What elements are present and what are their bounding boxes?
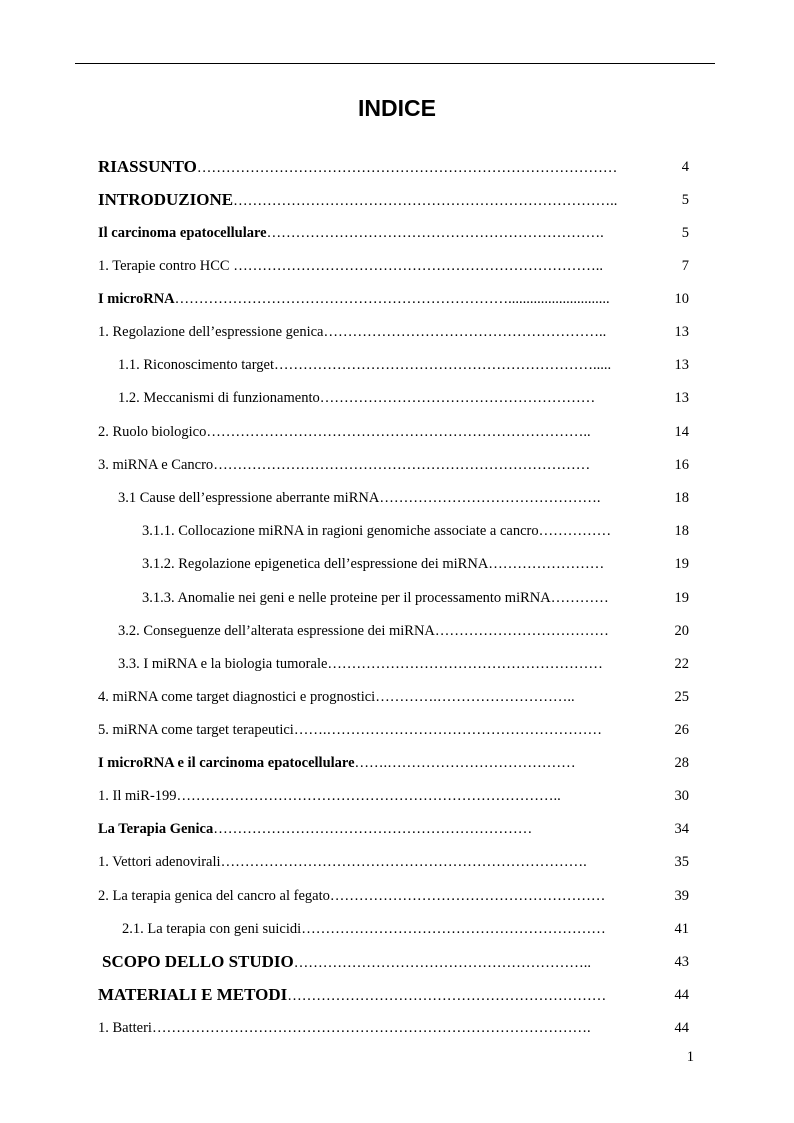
toc-entry-leaders: ………………………………………………… — [329, 888, 606, 904]
toc-entry-text — [118, 652, 660, 676]
toc-entry-label: RIASSUNTO — [98, 157, 197, 176]
toc-entry-text — [98, 685, 660, 709]
toc-entry-text — [98, 254, 660, 278]
toc-entry-page: 20 — [674, 623, 689, 639]
toc-entry — [0, 619, 794, 643]
toc-entry-leaders: …………………………………………………………………. — [220, 854, 587, 870]
toc-entry — [0, 685, 794, 709]
page-number: 1 — [686, 1049, 694, 1065]
toc-entry — [0, 586, 794, 610]
toc-entry — [0, 950, 794, 974]
toc-entry — [0, 652, 794, 676]
toc-entry-label: 3.2. Conseguenze dell’alterata espressione dei miRNA — [118, 623, 435, 639]
toc-entry — [0, 188, 794, 212]
toc-entry-leaders: …………………………………………………………………….. — [206, 424, 591, 440]
toc-entry-text — [142, 586, 660, 610]
toc-entry-label: 3.3. I miRNA e la biologia tumorale — [118, 656, 328, 672]
toc-entry-leaders: ………………………………………………………… — [287, 988, 607, 1004]
toc-entry-text — [98, 420, 660, 444]
toc-entry-page: 44 — [674, 987, 689, 1003]
toc-entry-page: 44 — [674, 1020, 689, 1036]
toc-entry-page: 22 — [674, 656, 689, 672]
toc-entry-text — [102, 950, 660, 975]
toc-entry-leaders: …………………………………………………………………….. — [233, 193, 618, 209]
toc-entry-label: 2. La terapia genica del cancro al fegato — [98, 888, 330, 904]
toc-entry-leaders: …………………………………………………………………… — [213, 457, 591, 473]
toc-entry-leaders: ……………………………………………………… — [301, 921, 606, 937]
toc-entry-text — [98, 221, 660, 245]
toc-entry — [0, 287, 794, 311]
toc-entry-label: 3.1.2. Regolazione epigenetica dell’espressione dei miRNA — [142, 556, 489, 572]
toc-entry-text — [98, 983, 660, 1008]
toc-entry-leaders: ……………………………… — [434, 623, 609, 639]
toc-entry-text — [98, 287, 660, 311]
toc-entry-leaders: ………………………………………………… — [327, 656, 603, 672]
toc-entry-leaders: ………………………………………………………… — [213, 821, 533, 837]
toc-entry-page: 13 — [674, 357, 689, 373]
toc-entry-leaders: …………………………………………………………………….. — [176, 788, 561, 804]
toc-entry-label: 3.1.1. Collocazione miRNA in ragioni genomiche associate a cancro — [142, 523, 539, 539]
toc-entry-label: INTRODUZIONE — [98, 190, 234, 209]
toc-entry-page: 26 — [674, 722, 689, 738]
toc-entry-text — [98, 784, 660, 808]
toc-entry — [0, 320, 794, 344]
toc-entry-text — [118, 619, 660, 643]
toc-entry — [0, 751, 794, 775]
toc-entry-page: 19 — [674, 556, 689, 572]
toc-entry-label: 2.1. La terapia con geni suicidi — [122, 921, 302, 937]
toc-entry-label: I microRNA e il carcinoma epatocellulare — [98, 755, 355, 771]
toc-entry-page: 25 — [674, 689, 689, 705]
toc-entry-label: MATERIALI E METODI — [98, 985, 288, 1004]
toc-entry-label: 1. Batteri — [98, 1020, 152, 1036]
toc-entry-leaders: ……………………………………………………………............................ — [174, 291, 610, 307]
toc-entry — [0, 817, 794, 841]
toc-entry — [0, 784, 794, 808]
toc-entry — [0, 718, 794, 742]
toc-entry-text — [98, 320, 660, 344]
toc-entry-label: La Terapia Genica — [98, 821, 214, 837]
toc-entry-page: 18 — [674, 523, 689, 539]
toc-entry-text — [118, 486, 660, 510]
toc-entry — [0, 519, 794, 543]
toc-entry-label: 3. miRNA e Cancro — [98, 457, 214, 473]
toc-entry-page: 43 — [674, 954, 689, 970]
toc-entry — [0, 353, 794, 377]
toc-entry-label: 1. Terapie contro HCC — [98, 258, 234, 274]
toc-entry-page: 18 — [674, 490, 689, 506]
toc-entry-text — [142, 519, 660, 543]
toc-entry — [0, 850, 794, 874]
toc-entry — [0, 1016, 794, 1040]
toc-entry-page: 19 — [674, 590, 689, 606]
toc-entry-leaders: …………………………………………………………..... — [273, 357, 612, 373]
toc-entry-text — [98, 884, 660, 908]
toc-entry — [0, 420, 794, 444]
toc-entry-text — [98, 188, 660, 213]
toc-entry — [0, 917, 794, 941]
toc-entry-label: I microRNA — [98, 291, 175, 307]
toc-entry — [0, 983, 794, 1007]
toc-entry-leaders: ………… — [550, 590, 609, 606]
toc-entry-leaders: …………………… — [488, 556, 605, 572]
toc-entry-page: 34 — [674, 821, 689, 837]
toc-entry-text — [98, 1016, 660, 1040]
toc-entry-label: 1.1. Riconoscimento target — [118, 357, 274, 373]
toc-entry-leaders: …………… — [538, 523, 612, 539]
toc-entry — [0, 386, 794, 410]
toc-entry-page: 30 — [674, 788, 689, 804]
toc-entry-leaders: ………….……………………….. — [375, 689, 575, 705]
toc-entry-page: 13 — [674, 324, 689, 340]
toc-entry-text — [98, 718, 660, 742]
toc-entry-label: 1. Vettori adenovirali — [98, 854, 221, 870]
top-rule — [75, 63, 715, 64]
toc-entry-page: 5 — [681, 225, 689, 241]
toc-entry-leaders: …….………………………………… — [354, 755, 576, 771]
toc-entry — [0, 254, 794, 278]
toc-entry-page: 10 — [674, 291, 689, 307]
toc-entry-page: 7 — [681, 258, 689, 274]
toc-entry-label: 4. miRNA come target diagnostici e prognostici — [98, 689, 376, 705]
toc-entry-page: 35 — [674, 854, 689, 870]
page-title: INDICE — [358, 95, 436, 121]
toc-entry-page: 13 — [674, 390, 689, 406]
toc-entry-text — [98, 453, 660, 477]
toc-entry-leaders: …….………………………………………………… — [293, 722, 602, 738]
toc-entry — [0, 155, 794, 179]
toc-entry-page: 14 — [674, 424, 689, 440]
toc-entry-label: 5. miRNA come target terapeutici — [98, 722, 294, 738]
toc-entry-label: 3.1 Cause dell’espressione aberrante miRNA — [118, 490, 380, 506]
toc-entry-leaders: ………………………………………………………………………………. — [151, 1020, 591, 1036]
toc-entry-label: SCOPO DELLO STUDIO — [102, 952, 294, 971]
toc-entry-leaders: ………………………………………………………………….. — [233, 258, 603, 274]
toc-entry-page: 16 — [674, 457, 689, 473]
toc-entry-page: 28 — [674, 755, 689, 771]
toc-entry-text — [98, 817, 660, 841]
toc-entry-text — [98, 751, 660, 775]
toc-entry-label: 2. Ruolo biologico — [98, 424, 207, 440]
toc-entry-label: 1. Il miR-199 — [98, 788, 177, 804]
toc-entry — [0, 552, 794, 576]
toc-entry-label: Il carcinoma epatocellulare — [98, 225, 267, 241]
toc-entry-leaders: …………………………………………………….. — [293, 955, 592, 971]
toc-entry — [0, 453, 794, 477]
toc-entry-text — [142, 552, 660, 576]
toc-entry — [0, 486, 794, 510]
toc-entry-page: 4 — [681, 159, 689, 175]
toc-entry-text — [118, 353, 660, 377]
toc-entry-text — [122, 917, 660, 941]
toc-entry-page: 41 — [674, 921, 689, 937]
toc-entry-text — [118, 386, 660, 410]
toc-entry-page: 5 — [681, 192, 689, 208]
toc-entry-leaders: ………………………………………………… — [319, 390, 596, 406]
toc-entry-leaders: ………………………………………………….. — [323, 324, 607, 340]
toc-entry-text — [98, 155, 660, 180]
toc-entry — [0, 884, 794, 908]
toc-entry-label: 1.2. Meccanismi di funzionamento — [118, 390, 320, 406]
toc-entry-text — [98, 850, 660, 874]
toc-entry-label: 1. Regolazione dell’espressione genica — [98, 324, 324, 340]
toc-entry-label: 3.1.3. Anomalie nei geni e nelle proteine per il processamento miRNA — [142, 590, 551, 606]
toc-entry-leaders: ……………………………………………………………. — [266, 225, 604, 241]
toc-entry-page: 39 — [674, 888, 689, 904]
toc-entry-leaders: …………………………………………………………………………… — [196, 160, 618, 176]
toc-entry-leaders: ………………………………………. — [379, 490, 601, 506]
toc-entry — [0, 221, 794, 245]
